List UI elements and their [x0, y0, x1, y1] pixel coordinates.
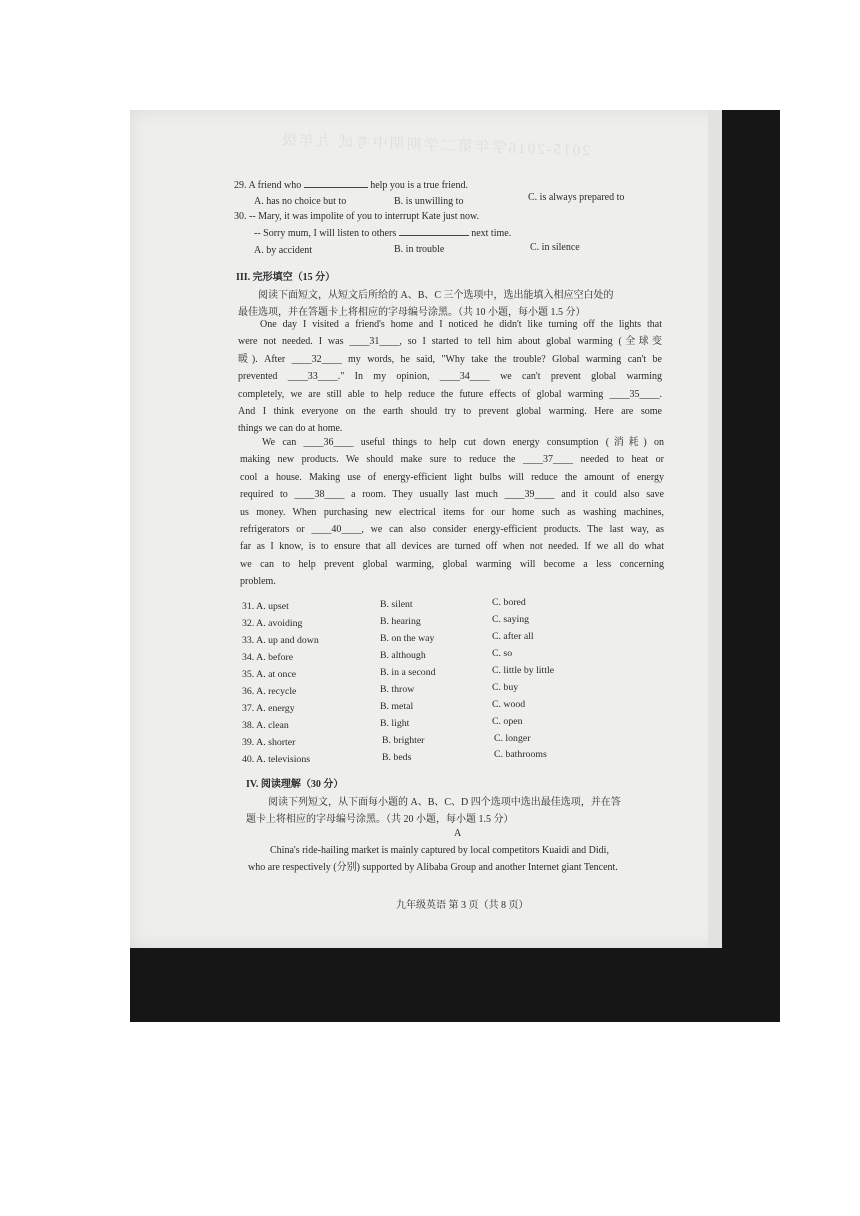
passage-line: things we can do at home.: [238, 423, 343, 435]
q30-line1: 30. -- Mary, it was impolite of you to interrupt Kate just now.: [234, 211, 480, 222]
exam-page: [130, 110, 722, 948]
passage-line: 暖). After ____32____ my words, he said, "Why take the trouble? Global warming can't be: [238, 353, 662, 365]
option-38-a: 38. A. clean: [242, 720, 289, 731]
option-32-a: 32. A. avoiding: [242, 618, 303, 629]
q30-option-b: B. in trouble: [394, 244, 445, 255]
q29-option-b: B. is unwilling to: [394, 196, 464, 207]
passage-line: We can ____36____ useful things to help cut down energy consumption (消耗) on: [262, 437, 664, 448]
page-footer: 九年级英语 第 3 页（共 8 页）: [396, 900, 529, 911]
section-3-title: III. 完形填空（15 分）: [236, 272, 336, 283]
option-33-c: C. after all: [492, 631, 534, 642]
option-35-c: C. little by little: [492, 665, 555, 676]
passage-line: completely, we are still able to help reduce the future effects of global warming ____35____.: [238, 388, 662, 400]
passage-line: And I think everyone on the earth should try to prevent global warming. Here are some: [238, 406, 662, 418]
passage-a-label: A: [454, 828, 462, 839]
option-36-b: B. throw: [380, 684, 415, 695]
reading-line-1: China's ride-hailing market is mainly captured by local competitors Kuaidi and Didi,: [270, 845, 609, 856]
bleed-through-header: 2015-2016学年第二学期期中考试 九年级: [279, 132, 590, 160]
option-40-b: B. beds: [382, 752, 412, 763]
q29-option-c: C. is always prepared to: [528, 192, 625, 203]
option-39-a: 39. A. shorter: [242, 737, 296, 748]
option-33-a: 33. A. up and down: [242, 635, 319, 646]
option-40-c: C. bathrooms: [494, 749, 547, 760]
q29-option-a: A. has no choice but to: [254, 196, 347, 207]
q29-stem-post: help you is a true friend.: [370, 180, 468, 191]
section-4-instruction-2: 题卡上将相应的字母编号涂黑。（共 20 小题，每小题 1.5 分）: [246, 814, 514, 825]
answer-blank: [304, 187, 368, 188]
question-30-line2: [254, 228, 511, 240]
option-32-b: B. hearing: [380, 616, 421, 627]
passage-line: we can to help prevent global warming, global warming will become a less concerning: [240, 558, 664, 570]
option-40-a: 40. A. televisions: [242, 754, 311, 765]
option-38-b: B. light: [380, 718, 410, 729]
answer-blank: [399, 235, 469, 236]
section-4-instruction-1: 阅读下列短文，从下面每小题的 A、B、C、D 四个选项中选出最佳选项，并在答: [268, 797, 621, 808]
option-37-c: C. wood: [492, 699, 526, 710]
option-36-a: 36. A. recycle: [242, 686, 297, 697]
option-37-a: 37. A. energy: [242, 703, 295, 714]
passage-line: problem.: [240, 576, 276, 588]
option-39-c: C. longer: [494, 733, 531, 744]
section-4-title: IV. 阅读理解（30 分）: [246, 779, 344, 790]
passage-line: were not needed. I was ____31____, so I started to tell him about global warming (全球变: [238, 336, 662, 348]
option-32-c: C. saying: [492, 614, 530, 625]
option-31-c: C. bored: [492, 597, 526, 608]
section-3-instruction-2: 最佳选项，并在答题卡上将相应的字母编号涂黑。（共 10 小题，每小题 1.5 分）: [238, 307, 586, 318]
passage-line: making new products. We should make sure to reduce the ____37____ needed to heat or: [240, 454, 664, 466]
option-35-b: B. in a second: [380, 667, 436, 678]
passage-line: One day I visited a friend's home and I noticed he didn't like turning off the lights that: [260, 319, 662, 330]
passage-line: required to ____38____ a room. They usually last much ____39____ and it could also save: [240, 489, 664, 501]
passage-line: far as I know, is to ensure that all devices are turned off when not needed. If we all do what: [240, 541, 664, 553]
option-33-b: B. on the way: [380, 633, 435, 644]
option-38-c: C. open: [492, 716, 523, 727]
option-34-a: 34. A. before: [242, 652, 294, 663]
passage-line: prevented ____33____." In my opinion, ____34____ we can't prevent global warming: [238, 371, 662, 383]
q30-option-a: A. by accident: [254, 245, 313, 256]
reading-line-2: who are respectively (分别) supported by Alibaba Group and another Internet giant Tencent.: [248, 862, 618, 873]
option-39-b: B. brighter: [382, 735, 425, 746]
cloze-paragraph-1: [238, 316, 662, 438]
option-34-b: B. although: [380, 650, 426, 661]
question-29-stem: [234, 180, 468, 192]
q30-line2-post: next time.: [471, 228, 512, 239]
option-37-b: B. metal: [380, 701, 414, 712]
passage-line: refrigerators or ____40____, we can also consider energy-efficient products. The last way, as: [240, 524, 664, 536]
passage-line: cool a house. Making use of energy-efficient light bulbs will reduce the amount of energy: [240, 471, 664, 483]
paper-edge: [708, 110, 722, 948]
q30-option-c: C. in silence: [530, 242, 580, 253]
option-35-a: 35. A. at once: [242, 669, 297, 680]
q29-stem-pre: 29. A friend who: [234, 180, 302, 191]
passage-line: us money. When purchasing new electrical items for our home such as washing machines,: [240, 506, 664, 518]
scanned-photo: [130, 110, 780, 1022]
option-36-c: C. buy: [492, 682, 519, 693]
q30-line2-pre: -- Sorry mum, I will listen to others: [254, 228, 397, 239]
option-31-b: B. silent: [380, 599, 413, 610]
cloze-paragraph-2: [240, 434, 664, 591]
option-34-c: C. so: [492, 648, 513, 659]
option-31-a: 31. A. upset: [242, 601, 289, 612]
section-3-instruction-1: 阅读下面短文，从短文后所给的 A、B、C 三个选项中，选出能填入相应空白处的: [258, 290, 614, 301]
